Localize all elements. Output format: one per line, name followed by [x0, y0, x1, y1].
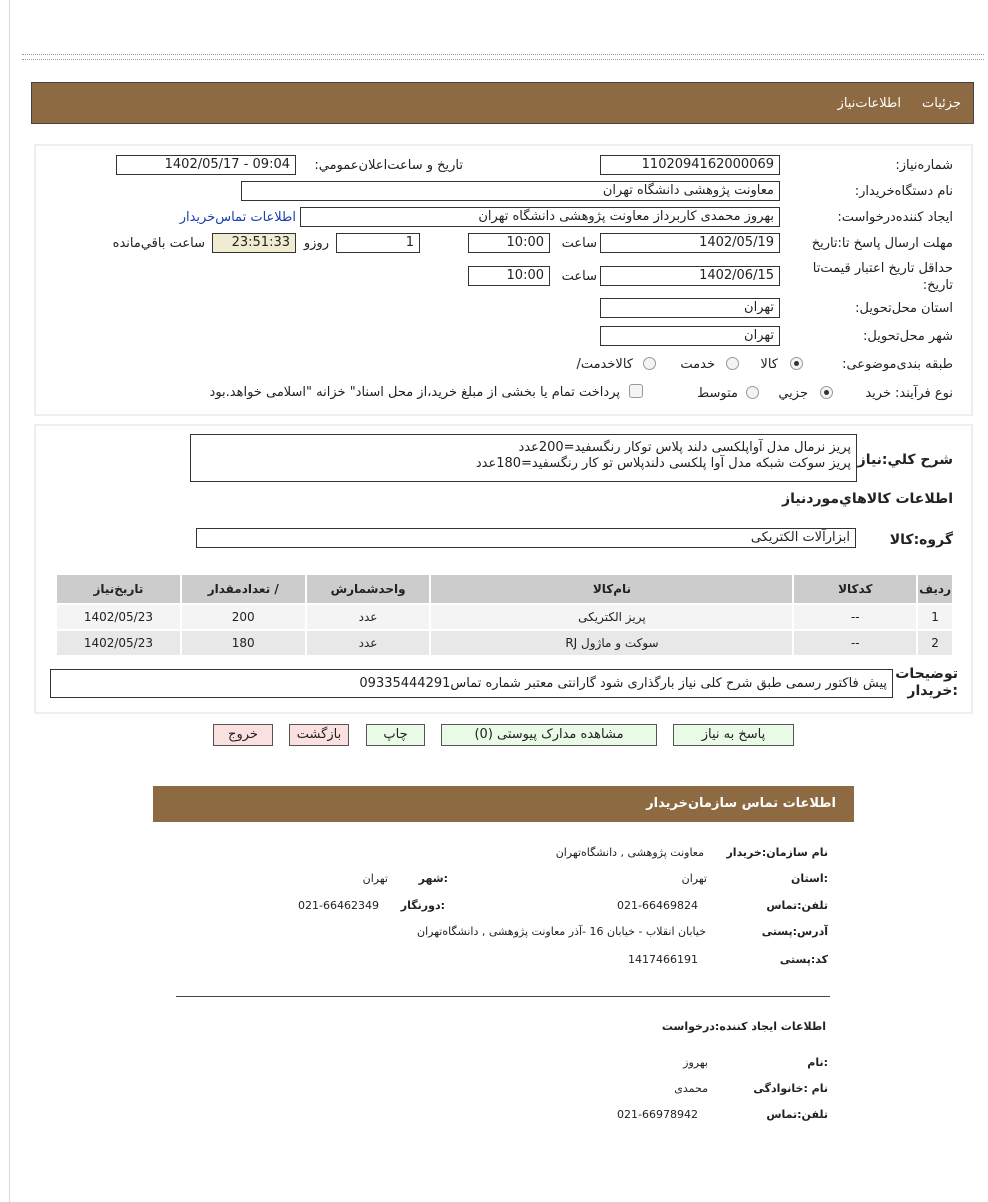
category-goods-service-label: کالاخدمت/ [576, 357, 633, 372]
print-button[interactable]: چاپ [366, 724, 425, 746]
contact-province-value: تهران [681, 872, 707, 885]
contact-phone-label: تلفن:تماس [766, 899, 828, 912]
reply-date-field: 1402/05/19 [600, 233, 780, 253]
summary-field [190, 434, 857, 482]
buyer-contact-title: اطلاعات تماس سازمان‌خريدار [646, 796, 836, 811]
cell-goods-code: -- [794, 605, 916, 629]
goods-group-field: ابزارآلات الکتريکی [196, 528, 856, 548]
category-label: طبقه بندی‌موضوعی: [842, 357, 953, 372]
cell-goods-name: سوکت و ماژول RJ [431, 631, 792, 655]
treasury-payment-note: پرداخت تمام يا بخشی از مبلغ خريد،از محل اسناد" خزانه "اسلامی خواهد.بود [209, 385, 620, 400]
buyer-org-label: نام دستگاه‌خريدار: [854, 184, 953, 199]
remaining-label: ساعت باقي‌مانده [112, 236, 205, 251]
buyer-notes-field: پيش فاکتور رسمی طبق شرح کلی نياز بارگذاری شود گارانتی معتبر شماره تماس09335444291 [50, 669, 893, 698]
category-service-radio[interactable] [726, 357, 739, 370]
contact-city-label: :شهر [418, 872, 448, 885]
cell-goods-code: -- [794, 631, 916, 655]
contact-divider [176, 996, 830, 997]
fax-value: 021-66462349 [298, 899, 379, 912]
contact-city-value: تهران [362, 872, 388, 885]
postal-code-label: کد:پستی [779, 953, 828, 966]
view-attachments-button[interactable]: مشاهده مدارک پيوستی (0) [441, 724, 657, 746]
reply-deadline-label: مهلت ارسال پاسخ تا:تاريخ [811, 236, 953, 251]
col-need-date: تاريخ‌نياز [57, 575, 180, 603]
creator-phone-value: 021-66978942 [617, 1108, 698, 1121]
validity-date-field: 1402/06/15 [600, 266, 780, 286]
col-row-number: رديف [918, 575, 952, 603]
validity-label: حداقل تاريخ اعتبار قيمت‌تا تاريخ: [812, 261, 953, 293]
requester-label: ايجاد کننده‌درخواست: [837, 210, 953, 225]
cell-row-number: 1 [918, 605, 952, 629]
province-label: استان محل‌تحويل: [855, 301, 953, 316]
col-quantity: / تعدادمقدار [182, 575, 305, 603]
back-button[interactable]: بازگشت [289, 724, 349, 746]
need-number-field: 1102094162000069 [600, 155, 780, 175]
contact-province-label: :استان [791, 872, 828, 885]
col-goods-name: نام‌کالا [431, 575, 792, 603]
creator-last-name-label: نام :خانوادگی [753, 1082, 828, 1095]
need-number-label: شماره‌نياز: [895, 158, 953, 173]
cell-row-number: 2 [918, 631, 952, 655]
reply-time-field: 10:00 [468, 233, 550, 253]
announce-field: 1402/05/17 - 09:04 [116, 155, 296, 175]
reply-time-label: ساعت [561, 236, 597, 251]
cell-unit: عدد [307, 631, 430, 655]
cell-goods-name: پريز الکتريکی [431, 605, 792, 629]
validity-time-label: ساعت [561, 269, 597, 284]
cell-quantity: 180 [182, 631, 305, 655]
buyer-contact-header [153, 786, 854, 822]
goods-group-label: گروه:کالا [889, 532, 953, 548]
org-name-value: معاونت پژوهشی , دانشگاه‌تهران [555, 846, 704, 859]
category-goods-service-radio[interactable] [643, 357, 656, 370]
col-goods-code: کدکالا [794, 575, 916, 603]
details-header [31, 82, 974, 124]
tab-need-info[interactable]: اطلاعات‌نياز [837, 96, 901, 111]
process-medium-radio[interactable] [746, 386, 759, 399]
org-name-label: نام سازمان:خريدار [726, 846, 828, 859]
buyer-contact-link[interactable]: اطلاعات تماس‌خريدار [179, 210, 296, 225]
process-medium-label: متوسط [697, 386, 738, 401]
table-row [57, 631, 952, 655]
contact-phone-value: 021-66469824 [617, 899, 698, 912]
city-field: تهران [600, 326, 780, 346]
top-divider [22, 54, 984, 60]
col-unit: واحدشمارش [307, 575, 430, 603]
creator-phone-label: تلفن:تماس [766, 1108, 828, 1121]
cell-quantity: 200 [182, 605, 305, 629]
summary-line-1: پريز نرمال مدل آواپلکسی دلند پلاس توکار رنگسفيد=200عدد [518, 440, 851, 455]
process-purchase-label: خريد [865, 386, 891, 401]
process-type-label: نوع فرآيند: [895, 386, 953, 401]
days-label: روزو [303, 236, 329, 251]
summary-label: شرح کلي:نياز [857, 452, 953, 468]
page-left-border [9, 0, 10, 1202]
tab-details[interactable]: جزئيات [922, 96, 961, 111]
table-row [57, 605, 952, 629]
cell-need-date: 1402/05/23 [57, 631, 180, 655]
postal-code-value: 1417466191 [628, 953, 698, 966]
cell-need-date: 1402/05/23 [57, 605, 180, 629]
city-label: شهر محل‌تحويل: [863, 329, 953, 344]
goods-info-title: اطلاعات کالاهاي‌مورد‌نياز [782, 491, 953, 507]
exit-button[interactable]: خروج [213, 724, 273, 746]
category-service-label: خدمت [680, 357, 715, 372]
process-minor-label: جزيي [778, 386, 808, 401]
cell-unit: عدد [307, 605, 430, 629]
treasury-payment-checkbox[interactable] [629, 384, 643, 398]
goods-table [55, 573, 954, 657]
creator-last-name-value: محمدی [674, 1082, 708, 1095]
category-goods-radio[interactable] [790, 357, 803, 370]
category-goods-label: کالا [760, 357, 778, 372]
postal-address-value: خيابان انقلاب - خيابان 16 -آذر معاونت پژوهشی , دانشگاه‌تهران [416, 925, 706, 938]
buyer-notes-label: توضيحات :خريدار [895, 666, 958, 699]
creator-first-name-label: :نام [807, 1056, 828, 1069]
fax-label: :دورنگار [400, 899, 445, 912]
process-minor-radio[interactable] [820, 386, 833, 399]
postal-address-label: آدرس:پستی [761, 925, 828, 938]
summary-line-2: پريز سوکت شبکه مدل آوا پلکسی دلندپلاس تو کار رنگسفيد=180عدد [475, 456, 851, 471]
validity-time-field: 10:00 [468, 266, 550, 286]
province-field: تهران [600, 298, 780, 318]
days-field: 1 [336, 233, 420, 253]
creator-first-name-value: بهروز [683, 1056, 708, 1069]
buyer-org-field: معاونت پژوهشی دانشگاه تهران [241, 181, 780, 201]
remaining-time-field: 23:51:33 [212, 233, 296, 253]
reply-button[interactable]: پاسخ به نياز [673, 724, 794, 746]
creator-info-title: اطلاعات ايجاد کننده:درخواست [661, 1020, 826, 1033]
table-header-row [57, 575, 952, 603]
requester-field: بهروز محمدی کاربرداز معاونت پژوهشی دانشگاه تهران [300, 207, 780, 227]
announce-label: تاريخ و ساعت‌اعلان‌عمومي: [314, 158, 463, 173]
